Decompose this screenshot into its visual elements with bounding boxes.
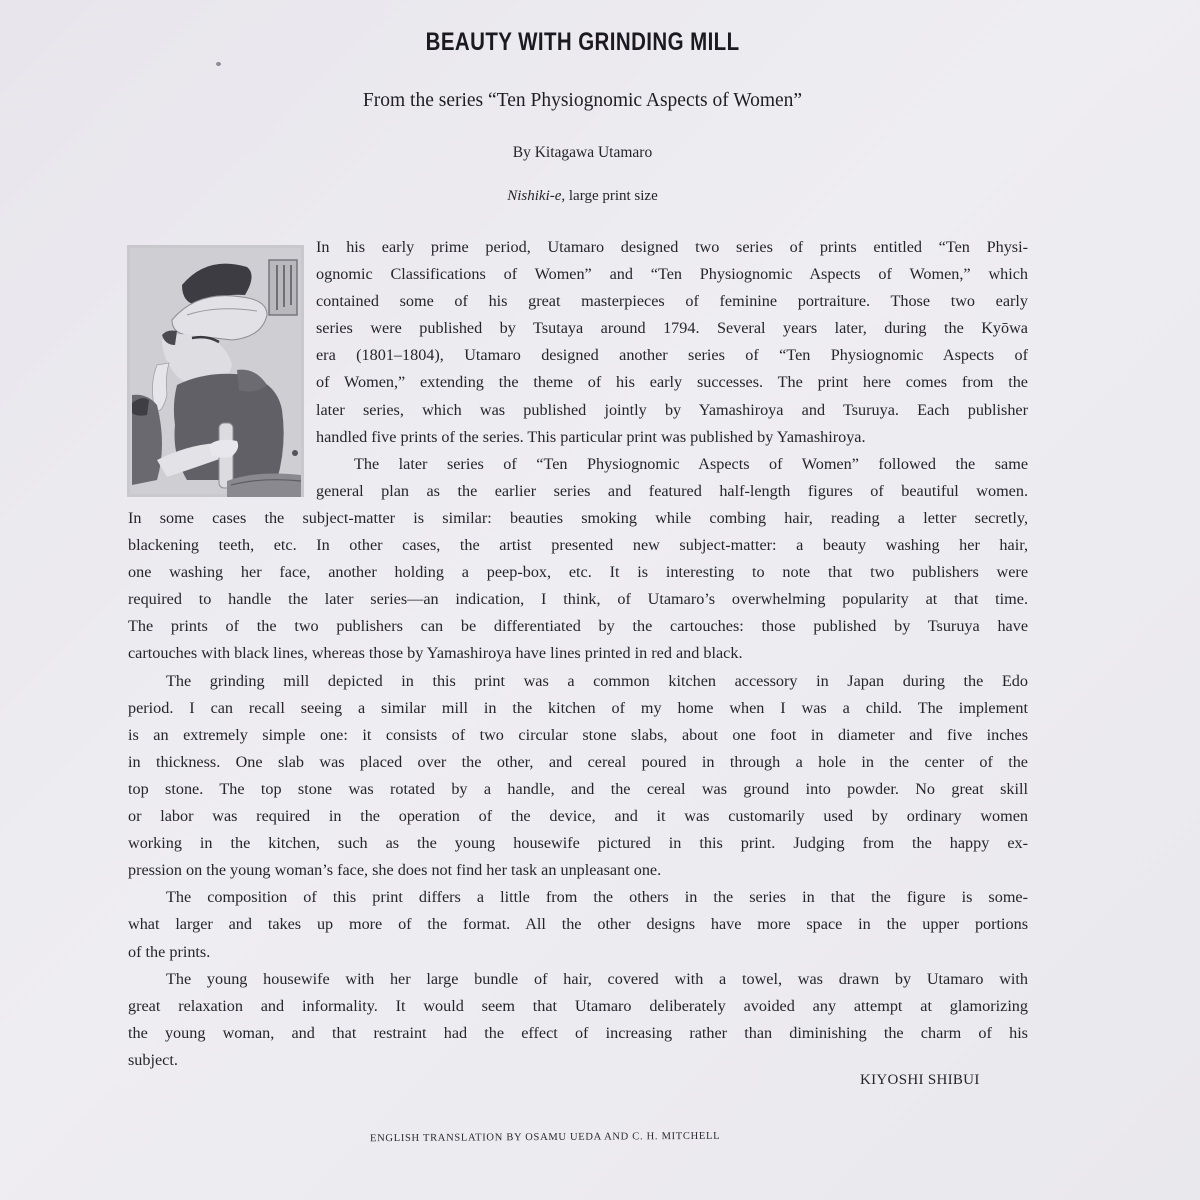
text-line: required to handle the later series—an indication, I think, of Utamaro’s overwhelming popularity at that time. (128, 590, 1028, 609)
translation-credit: ENGLISH TRANSLATION BY OSAMU UEDA AND C. H. MITCHELL (369, 1130, 721, 1145)
text-line: The composition of this print differs a little from the others in the series in that the figure is some- (166, 888, 1028, 907)
text-line: one washing her face, another holding a peep-box, etc. It is interesting to note that two publishers were (128, 563, 1028, 582)
paragraph-3 (128, 668, 1028, 885)
author-signature: KIYOSHI SHIBUI (860, 1072, 980, 1088)
text-line: The young housewife with her large bundle of hair, covered with a towel, was drawn by Utamaro with (166, 969, 1028, 988)
print-illustration-icon (127, 245, 304, 497)
text-line: cartouches with black lines, whereas those by Yamashiroya have lines printed in red and black. (128, 644, 743, 663)
text-line: later series, which was published jointly by Yamashiroya and Tsuruya. Each publisher (316, 400, 1028, 419)
text-line: general plan as the earlier series and featured half-length figures of beautiful women. (316, 481, 1028, 500)
text-line: of the prints. (128, 942, 211, 961)
text-line: subject. (128, 1050, 178, 1069)
text-line: what larger and takes up more of the format. All the other designs have more space in the upper portions (128, 915, 1028, 934)
paragraph-4 (128, 884, 1028, 965)
paper-speck (216, 62, 221, 66)
text-line: of Women,” extending the theme of his early successes. The print here comes from the (316, 373, 1028, 392)
paragraph-2-continued (128, 505, 1028, 668)
text-line: is an extremely simple one: it consists of two circular stone slabs, about one foot in diameter and five inches (128, 725, 1028, 744)
text-line: working in the kitchen, such as the young housewife pictured in this print. Judging from the happy ex- (128, 834, 1028, 853)
format-description: , large print size (561, 188, 658, 204)
series-subtitle: From the series “Ten Physiognomic Aspects of Women” (362, 90, 803, 111)
page-title: BEAUTY WITH GRINDING MILL (425, 28, 740, 56)
artist-byline: By Kitagawa Utamaro (512, 144, 653, 161)
text-line: blackening teeth, etc. In other cases, the artist presented new subject-matter: a beauty washing her hair, (128, 536, 1028, 555)
text-line: The grinding mill depicted in this print was a common kitchen accessory in Japan during the Edo (166, 671, 1028, 690)
text-line: or labor was required in the operation of the device, and it was customarily used by ordinary women (128, 807, 1028, 826)
text-line: handled five prints of the series. This particular print was published by Yamashiroya. (316, 427, 866, 446)
print-format (0, 188, 1165, 205)
text-line: era (1801–1804), Utamaro designed another series of “Ten Physiognomic Aspects of (316, 346, 1028, 365)
text-line: contained some of his great masterpieces of feminine portraiture. Those two early (316, 292, 1028, 311)
paragraph-5 (128, 966, 1028, 1074)
text-line: pression on the young woman’s face, she does not find her task an unpleasant one. (128, 861, 662, 880)
woodblock-print-image (127, 245, 304, 497)
body-text-full-width (128, 505, 1028, 1074)
text-line: In some cases the subject-matter is similar: beauties smoking while combing hair, reading a letter secretly, (128, 509, 1028, 527)
text-line: The later series of “Ten Physiognomic Aspects of Women” followed the same (354, 454, 1028, 473)
text-line: top stone. The top stone was rotated by a handle, and the cereal was ground into powder. No great skill (128, 779, 1028, 798)
text-line: in thickness. One slab was placed over the other, and cereal poured in through a hole in the center of the (128, 752, 1028, 771)
text-line: series were published by Tsutaya around 1794. Several years later, during the Kyōwa (316, 319, 1028, 338)
format-term: Nishiki-e (507, 188, 562, 204)
paragraph-1 (316, 234, 1028, 505)
text-line: In his early prime period, Utamaro designed two series of prints entitled “Ten Physi- (316, 238, 1028, 256)
text-line: ognomic Classifications of Women” and “Ten Physiognomic Aspects of Women,” which (316, 265, 1028, 284)
text-line: period. I can recall seeing a similar mill in the kitchen of my home when I was a child. The implement (128, 698, 1028, 717)
text-line: The prints of the two publishers can be differentiated by the cartouches: those published by Tsuruya have (128, 617, 1028, 636)
text-line: great relaxation and informality. It would seem that Utamaro deliberately avoided any attempt at glamorizing (128, 996, 1028, 1015)
text-line: the young woman, and that restraint had the effect of increasing rather than diminishing the charm of his (128, 1023, 1028, 1042)
